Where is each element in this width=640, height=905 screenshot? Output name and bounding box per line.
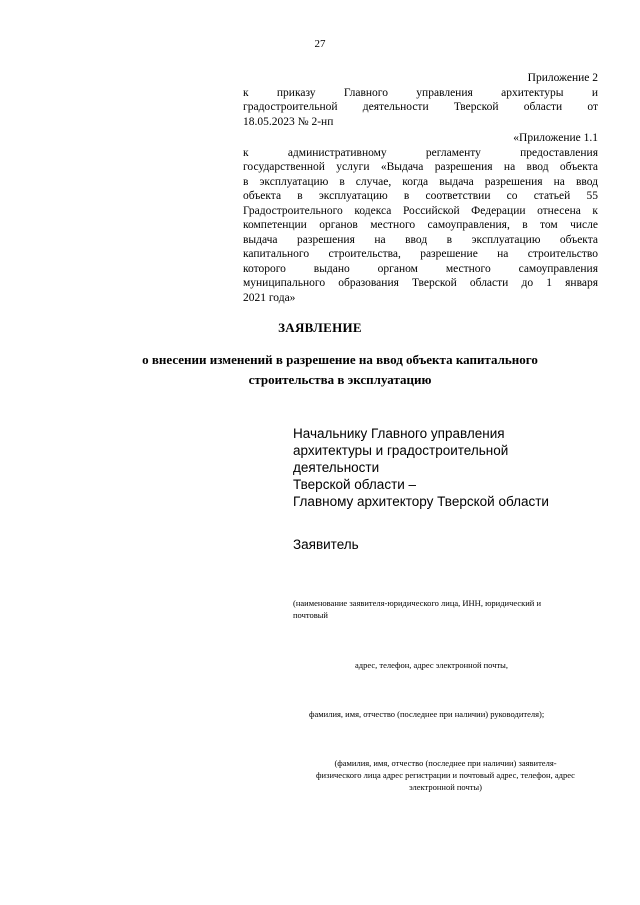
hint-line: электронной почты) (409, 782, 482, 792)
hint-line: (наименование заявителя-юридического лица, ИНН, юридический и (293, 598, 542, 608)
appendix-1-1-line: муниципального образования Тверской области до 1 января (243, 277, 598, 289)
appendix-2-title: Приложение 2 (527, 72, 598, 84)
hint-legal-entity (293, 597, 598, 621)
appendix-1-1-line: 2021 года» (243, 291, 296, 304)
document-subtitle-line: о внесении изменений в разрешение на ввод объекта капитального (142, 352, 538, 367)
appendix-1-1-line: выдача разрешения на ввод в эксплуатацию объекта (243, 233, 598, 246)
addressee-line: Начальнику Главного управления (293, 426, 505, 441)
appendix-1-1-title: «Приложение 1.1 (513, 132, 598, 144)
appendix-2-line: градостроительной деятельности Тверской области от (243, 101, 598, 113)
appendix-1-1-line: Градостроительного кодекса Российской Федерации отнесена к (243, 204, 598, 217)
appendix-1-1-line: к административному регламенту предоставления (243, 146, 598, 159)
page-number: 27 (314, 38, 326, 50)
addressee-line: архитектуры и градостроительной (293, 443, 509, 458)
hint-line: физического лица адрес регистрации и почтовый адрес, телефон, адрес (316, 770, 575, 780)
addressee-line: деятельности (293, 460, 380, 475)
appendix-1-1-line: государственной услуги «Выдача разрешения на ввод объекта (243, 161, 598, 173)
hint-line: (фамилия, имя, отчество (последнее при наличии) заявителя- (334, 758, 557, 768)
appendix-1-1-line: компетенции органов местного самоуправления, в том числе (243, 219, 598, 231)
document-subtitle-line: строительства в эксплуатацию (248, 372, 432, 387)
hint-line: почтовый (293, 610, 328, 620)
appendix-2-block (243, 71, 598, 129)
applicant-label: Заявитель (293, 537, 359, 552)
addressee-line: Главному архитектору Тверской области (293, 494, 549, 509)
hint-individual (293, 757, 598, 793)
hint-head-name: фамилия, имя, отчество (последнее при наличии) руководителя); (309, 709, 545, 719)
addressee-line: Тверской области – (293, 477, 417, 492)
appendix-1-1-line: в эксплуатацию в случае, когда выдача разрешения на ввод (243, 175, 598, 188)
appendix-1-1-line: капитального строительства, разрешение на строительство (243, 248, 598, 260)
appendix-1-1-line: которого выдано органом местного самоуправления (243, 262, 598, 275)
hint-contacts: адрес, телефон, адрес электронной почты, (355, 660, 509, 670)
appendix-1-1-line: объекта в эксплуатацию в соответствии со статьей 55 (243, 190, 598, 202)
document-subtitle (100, 350, 580, 390)
appendix-1-1-block (243, 131, 598, 305)
appendix-2-line: к приказу Главного управления архитектуры и (243, 86, 598, 99)
addressee-block (293, 425, 593, 510)
appendix-2-line: 18.05.2023 № 2-нп (243, 115, 334, 128)
document-title: ЗАЯВЛЕНИЕ (278, 320, 362, 335)
